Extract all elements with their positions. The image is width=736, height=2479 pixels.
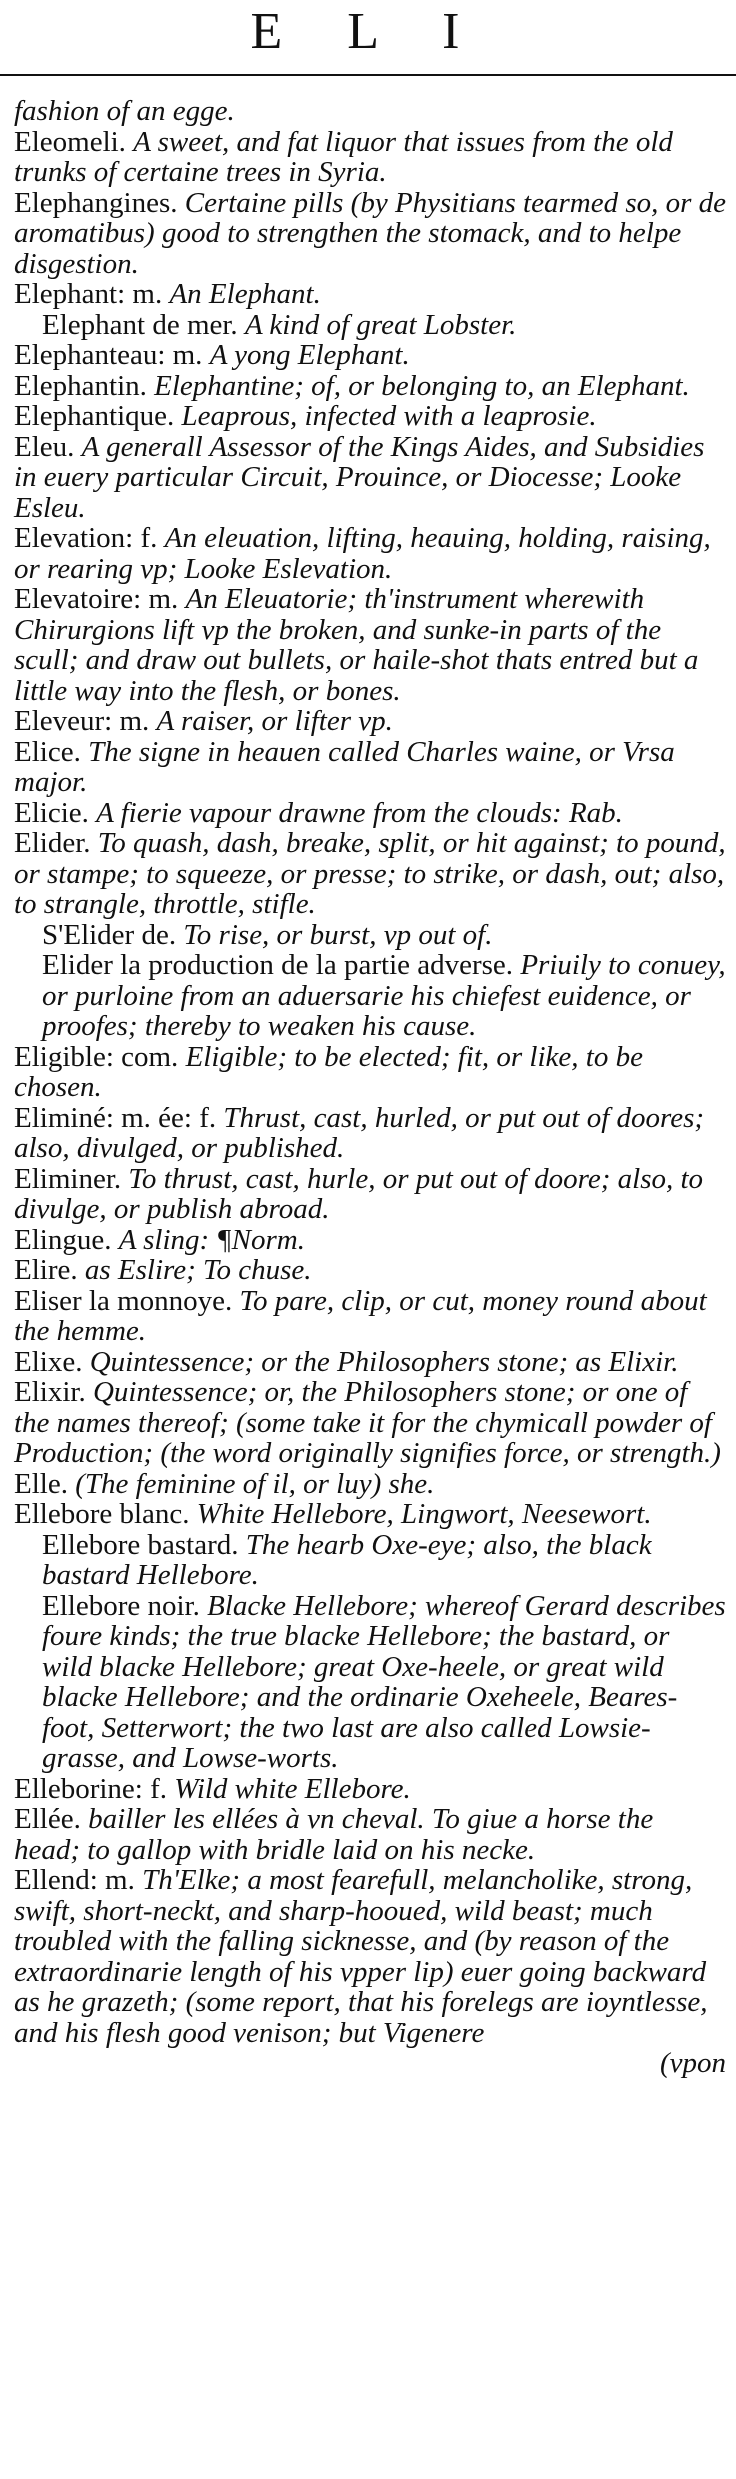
dictionary-entry <box>14 310 726 341</box>
dictionary-entry <box>14 1225 726 1256</box>
entry-grammar: f. <box>140 522 158 554</box>
dictionary-entry <box>14 950 726 1042</box>
dictionary-entry <box>14 737 726 798</box>
entry-headword: Elleborine: <box>14 1772 143 1805</box>
entry-headword: Ellebore noir. <box>42 1589 200 1622</box>
dictionary-entry <box>14 279 726 310</box>
dictionary-entry <box>14 1804 726 1865</box>
dictionary-entry <box>14 188 726 280</box>
entry-definition: Th'Elke; a most fearefull, melancholike, strong, swift, short-neckt, and sharp-hooued, wild beast; much troubled with the falling sicknesse, and (by reason of the extraordinarie length of his vpper lip) euer going backward as he grazeth; (some report, that his forelegs are ioyntlesse, and his flesh good venison; but Vigenere <box>14 1864 708 2049</box>
entry-headword: Elephanteau: <box>14 339 166 371</box>
entry-definition: Certaine pills (by Physitians tearmed so, or de aromatibus) good to strengthen the stomack, and to helpe disgestion. <box>14 186 727 280</box>
entry-headword: Eleu. <box>14 430 75 463</box>
entry-definition: An eleuation, lifting, heauing, holding, raising, or rearing vp; Looke Eslevation. <box>14 522 711 585</box>
dictionary-entry <box>14 1286 726 1347</box>
entry-headword: Ellebore bastard. <box>42 1528 239 1561</box>
entry-definition: Priuily to conuey, or purloine from an aduersarie his chiefest euidence, or proofes; thereby to weaken his cause. <box>42 949 726 1042</box>
page-header <box>0 0 736 70</box>
entry-definition: Quintessence; or the Philosophers stone; as Elixir. <box>89 1345 679 1378</box>
dictionary-entry <box>14 1255 726 1286</box>
entry-grammar: f. <box>150 1772 168 1805</box>
entry-definition: (vpon <box>659 2047 726 2079</box>
entry-headword: Eliminer. <box>14 1162 122 1195</box>
entry-definition: White Hellebore, Lingwort, Neesewort. <box>196 1498 652 1530</box>
entry-headword: Elixe. <box>14 1345 83 1378</box>
running-head: E L I <box>250 3 486 60</box>
dictionary-entry <box>14 127 726 188</box>
entry-grammar: m. <box>148 583 179 615</box>
entry-headword: Elephangines. <box>14 186 178 219</box>
entry-definition: A raiser, or lifter vp. <box>156 705 393 737</box>
entry-definition: A kind of great Lobster. <box>244 308 517 341</box>
dictionary-entry <box>14 1377 726 1469</box>
dictionary-entry <box>14 401 726 432</box>
dictionary-entry <box>14 1499 726 1530</box>
dictionary-entry <box>14 1103 726 1164</box>
dictionary-entry <box>14 523 726 584</box>
entry-headword: Ellée. <box>14 1803 81 1835</box>
dictionary-entry <box>14 1774 726 1805</box>
entry-grammar: com. <box>121 1040 179 1073</box>
entry-headword: Elingue. <box>14 1223 112 1256</box>
entry-headword: Elider la production de la partie adverse. <box>42 949 514 981</box>
entry-definition: The signe in heauen called Charles waine, or Vrsa major. <box>14 735 675 798</box>
entry-definition: To rise, or burst, vp out of. <box>183 918 493 951</box>
entry-headword: Elevation: <box>14 522 134 554</box>
entry-grammar: m. <box>172 339 203 371</box>
entry-grammar: m. <box>132 278 163 310</box>
entry-definition: Leaprous, infected with a leaprosie. <box>181 400 597 432</box>
entry-headword: Eligible: <box>14 1040 114 1073</box>
entry-headword: Elephant: <box>14 278 126 310</box>
dictionary-entry <box>14 1164 726 1225</box>
entry-definition: An Elephant. <box>169 278 321 310</box>
entry-grammar: m. <box>119 705 150 737</box>
dictionary-entry <box>14 96 726 127</box>
header-rule <box>0 74 736 76</box>
entry-definition: Thrust, cast, hurled, or put out of doores; also, divulged, or published. <box>14 1101 705 1164</box>
entry-headword: Eleomeli. <box>14 125 126 158</box>
entry-headword: Elire. <box>14 1254 78 1286</box>
entry-headword: Elice. <box>14 735 81 768</box>
entry-headword: Ellend: <box>14 1864 98 1896</box>
entry-headword: Elephantin. <box>14 369 147 402</box>
entry-definition: A fierie vapour drawne from the clouds: Rab. <box>96 796 623 829</box>
entry-headword: Elixir. <box>14 1376 86 1408</box>
entry-headword: Elevatoire: <box>14 583 142 615</box>
entry-grammar: m. <box>105 1864 135 1896</box>
dictionary-entry <box>14 706 726 737</box>
entry-definition: bailler les ellées à vn cheval. To giue a horse the head; to gallop with bridle laid on his necke. <box>14 1803 654 1866</box>
entry-definition: A yong Elephant. <box>209 339 410 371</box>
dictionary-entry <box>14 1469 726 1500</box>
entry-definition: A sling: ¶Norm. <box>118 1223 305 1256</box>
entry-headword: Elider. <box>14 827 91 859</box>
dictionary-entry <box>14 1530 726 1591</box>
dictionary-entry <box>14 340 726 371</box>
entry-headword: Ellebore blanc. <box>14 1498 190 1530</box>
dictionary-entry <box>14 1865 726 2048</box>
entry-headword: Elephant de mer. <box>42 308 238 341</box>
entry-definition: Wild white Ellebore. <box>174 1772 411 1805</box>
entry-headword: Eleveur: <box>14 705 113 737</box>
dictionary-entry <box>14 1042 726 1103</box>
entry-definition: as Eslire; To chuse. <box>84 1254 312 1286</box>
dictionary-entry <box>14 432 726 524</box>
entry-headword: Eliser la monnoye. <box>14 1284 233 1317</box>
entry-definition: Eligible; to be elected; fit, or like, to be chosen. <box>14 1040 643 1103</box>
entry-definition: An Eleuatorie; th'instrument wherewith Chirurgions lift vp the broken, and sunke-in parts of the scull; and draw out bullets, or haile-shot thats entred but a little way into the flesh, or bones. <box>14 583 699 707</box>
dictionary-entry <box>14 1591 726 1774</box>
entry-definition: To quash, dash, breake, split, or hit against; to pound, or stampe; to squeeze, or presse; to strike, or dash, out; also, to strangle, throttle, stifle. <box>14 827 726 920</box>
entry-definition: Elephantine; of, or belonging to, an Elephant. <box>154 369 690 402</box>
entry-definition: Blacke Hellebore; whereof Gerard describes foure kinds; the true blacke Hellebore; the bastard, or wild blacke Hellebore; great Oxe-heele, or great wild blacke Hellebore; and the ordinarie Oxeheele, Beares-foot, Setterwort; the two last are also called Lowsie-grasse, and Lowse-worts. <box>42 1589 726 1774</box>
entry-headword: S'Elider de. <box>42 918 177 951</box>
entry-list <box>14 96 726 2079</box>
entry-definition: The hearb Oxe-eye; also, the black bastard Hellebore. <box>42 1528 652 1591</box>
entry-headword: Elephantique. <box>14 400 175 432</box>
entry-definition: A sweet, and fat liquor that issues from the old trunks of certaine trees in Syria. <box>14 125 673 188</box>
entry-headword: Elle. <box>14 1467 68 1500</box>
entry-definition: (The feminine of il, or luy) she. <box>75 1467 435 1500</box>
dictionary-entry <box>14 828 726 920</box>
entry-definition: A generall Assessor of the Kings Aides, and Subsidies in euery particular Circuit, Prouince, or Diocesse; Looke Esleu. <box>14 430 705 524</box>
dictionary-entry <box>14 920 726 951</box>
entry-definition: To pare, clip, or cut, money round about the hemme. <box>14 1284 707 1347</box>
entry-definition: To thrust, cast, hurle, or put out of doore; also, to divulge, or publish abroad. <box>14 1162 704 1225</box>
entry-definition: fashion of an egge. <box>14 95 235 127</box>
dictionary-entry <box>14 1347 726 1378</box>
entry-definition: Quintessence; or, the Philosophers stone; or one of the names thereof; (some take it for the chymicall powder of Production; (the word originally signifies force, or strength.) <box>14 1376 721 1469</box>
dictionary-entry <box>14 2048 726 2079</box>
dictionary-entry <box>14 798 726 829</box>
entry-headword: Eliminé: <box>14 1101 114 1134</box>
entry-headword: Elicie. <box>14 796 89 829</box>
dictionary-entry <box>14 371 726 402</box>
dictionary-entry <box>14 584 726 706</box>
entry-grammar: m. ée: f. <box>121 1101 217 1134</box>
